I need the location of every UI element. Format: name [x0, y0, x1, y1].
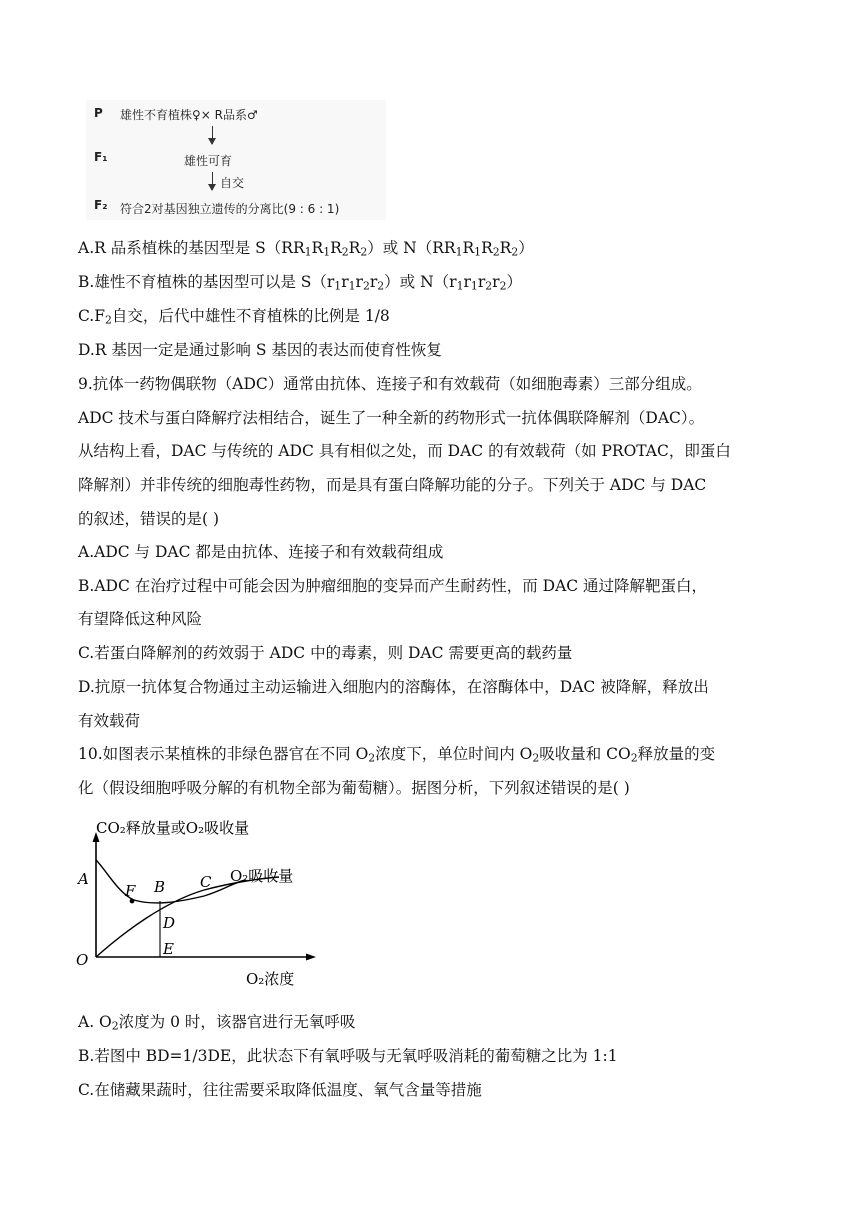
q8-option-d: D.R 基因一定是通过影响 S 基因的表达而使育性恢复 — [78, 341, 442, 359]
down-arrow-icon — [212, 126, 213, 144]
selfing-label: 自交 — [220, 176, 245, 190]
point-c-label: C — [200, 873, 212, 891]
q8-option-c: $C.F_2$自交，后代中雄性不育植株的比例是 1/8 — [78, 307, 390, 327]
cross-parents-text: 雄性不育植株♀× R品系♂ — [120, 108, 258, 122]
origin-label: O — [76, 951, 89, 969]
q10-option-a: A. $O_2$浓度为 0 时，该器官进行无氧呼吸 — [78, 1013, 356, 1033]
genetic-cross-diagram — [86, 100, 386, 220]
down-arrow-icon — [212, 172, 213, 190]
respiration-graph — [74, 814, 324, 994]
q10-option-b: B.若图中 BD=1/3DE，此状态下有氧呼吸与无氧呼吸消耗的葡萄糖之比为 1:1 — [78, 1047, 618, 1065]
point-b-label: B — [154, 878, 166, 896]
point-d-label: D — [163, 914, 176, 932]
q10-option-c: C.在储藏果蔬时，往往需要采取降低温度、氧气含量等措施 — [78, 1081, 482, 1099]
x-axis-label: O₂浓度 — [246, 970, 295, 988]
generation-f1-label: F₁ — [94, 150, 108, 164]
o2-curve-label: O₂吸收量 — [230, 867, 294, 885]
q10-stem-line: 化（假设细胞呼吸分解的有机物全部为葡萄糖）。据图分析，下列叙述错误的是( ) — [78, 779, 630, 797]
generation-f2-label: F₂ — [94, 198, 108, 212]
q9-option-d: D.抗原一抗体复合物通过主动运输进入细胞内的溶酶体，在溶酶体中，DAC 被降解，释放出 — [78, 678, 709, 696]
q9-stem-line: 的叙述，错误的是( ) — [78, 510, 220, 528]
q8-option-b: B.雄性不育植株的基因型可以是 $S(r_1r_1r_2r_2)$或 $N(r_1r_1r_2r_2)$ — [78, 273, 522, 293]
q9-option-a: A.ADC 与 DAC 都是由抗体、连接子和有效载荷组成 — [78, 543, 444, 561]
q10-stem-line: 10.如图表示某植株的非绿色器官在不同 $O_2$浓度下，单位时间内 $O_2$吸收量和 $CO_2$释放量的变 — [78, 745, 716, 765]
y-axis-label: CO₂释放量或O₂吸收量 — [96, 819, 250, 837]
x-axis-arrow-icon — [306, 954, 316, 961]
o2-uptake-curve — [96, 877, 279, 957]
generation-p-label: P — [94, 106, 103, 120]
f2-ratio-text: 符合2对基因独立遗传的分离比(9 : 6 : 1) — [120, 202, 340, 216]
q9-option-d-continued: 有效载荷 — [78, 712, 141, 730]
point-a-label: A — [78, 870, 89, 888]
point-f-label: F — [125, 882, 136, 900]
q9-stem-line: 从结构上看，DAC 与传统的 ADC 具有相似之处，而 DAC 的有效载荷（如 PROTAC，即蛋白 — [78, 442, 731, 460]
q9-option-c: C.若蛋白降解剂的药效弱于 ADC 中的毒素，则 DAC 需要更高的载药量 — [78, 644, 573, 662]
q9-stem-line: 9.抗体一药物偶联物（ADC）通常由抗体、连接子和有效载荷（如细胞毒素）三部分组成。 — [78, 375, 702, 393]
q9-option-b: B.ADC 在治疗过程中可能会因为肿瘤细胞的变异而产生耐药性，而 DAC 通过降解靶蛋白， — [78, 577, 708, 595]
q9-stem-line: 降解剂）并非传统的细胞毒性药物，而是具有蛋白降解功能的分子。下列关于 ADC 与 DAC — [78, 476, 707, 494]
point-e-label: E — [163, 940, 174, 958]
q9-option-b-continued: 有望降低这种风险 — [78, 610, 203, 628]
f1-phenotype-text: 雄性可育 — [184, 154, 233, 168]
q9-stem-line: ADC 技术与蛋白降解疗法相结合，诞生了一种全新的药物形式一抗体偶联降解剂（DAC）。 — [78, 409, 705, 427]
q8-option-a: A.R 品系植株的基因型是 $S(RR_1R_1R_2R_2)$或 $N(RR_1R_1R_2R_2)$ — [78, 239, 534, 259]
co2-release-curve — [96, 860, 246, 903]
